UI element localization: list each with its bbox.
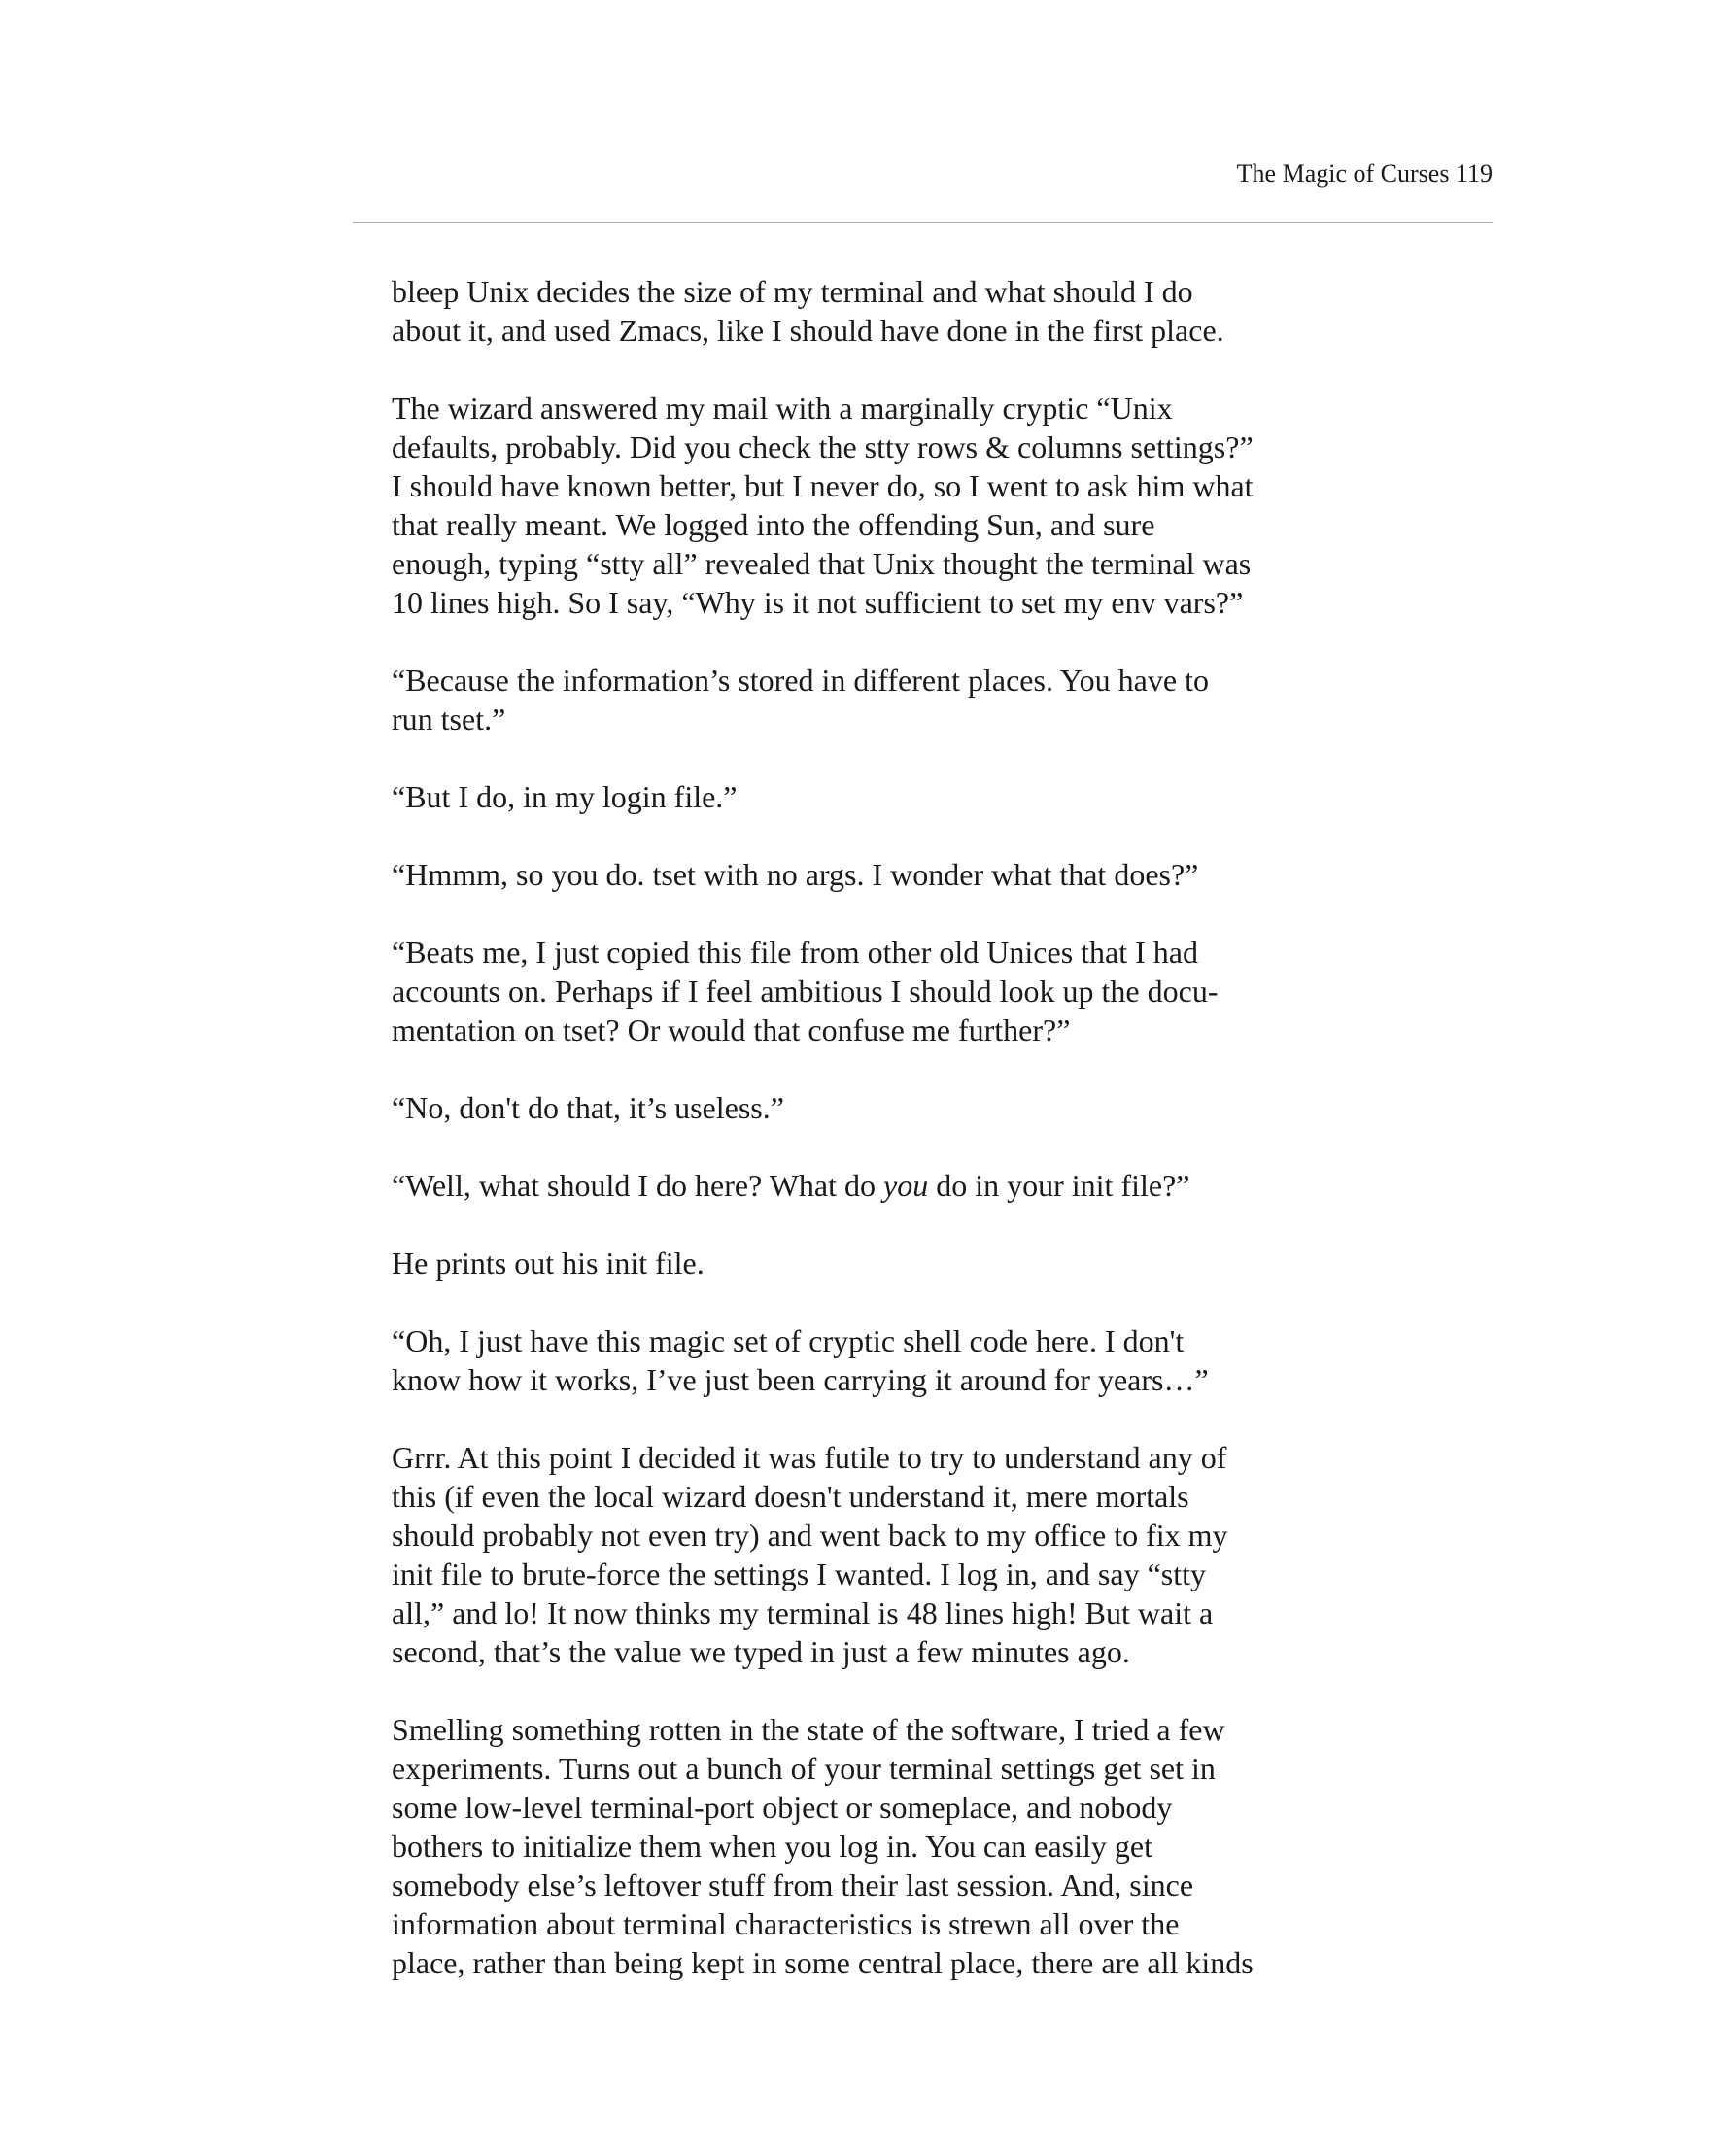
paragraph-2 xyxy=(392,389,1305,622)
text-line: know how it works, I’ve just been carrying it around for years…” xyxy=(392,1362,1209,1397)
text-line: He prints out his init file. xyxy=(392,1246,705,1281)
text-line: “Oh, I just have this magic set of cryptic shell code here. I don't xyxy=(392,1323,1185,1358)
text-line xyxy=(392,1166,1305,1205)
paragraph-4 xyxy=(392,777,1305,816)
text-line: Smelling something rotten in the state of the software, I tried a few xyxy=(392,1712,1225,1747)
text-line: that really meant. We logged into the offending Sun, and sure xyxy=(392,507,1155,542)
header-rule xyxy=(353,222,1493,223)
text-line: should probably not even try) and went back to my office to fix my xyxy=(392,1518,1228,1553)
paragraph-12 xyxy=(392,1710,1305,1982)
text-line: place, rather than being kept in some central place, there are all kinds xyxy=(392,1945,1254,1980)
text-line: 10 lines high. So I say, “Why is it not sufficient to set my env vars?” xyxy=(392,585,1244,620)
text-line: I should have known better, but I never do, so I went to ask him what xyxy=(392,468,1254,503)
text-run: do in your init file?” xyxy=(928,1168,1190,1203)
text-line: “But I do, in my login file.” xyxy=(392,779,738,814)
text-line: “No, don't do that, it’s useless.” xyxy=(392,1090,784,1125)
paragraph-9 xyxy=(392,1244,1305,1283)
text-run: “Well, what should I do here? What do xyxy=(392,1168,884,1203)
running-head: The Magic of Curses 119 xyxy=(1236,159,1493,188)
paragraph-11 xyxy=(392,1438,1305,1671)
text-line: “Beats me, I just copied this file from other old Unices that I had xyxy=(392,935,1198,970)
text-line: experiments. Turns out a bunch of your terminal settings get set in xyxy=(392,1751,1216,1786)
text-line: about it, and used Zmacs, like I should have done in the first place. xyxy=(392,313,1224,348)
text-line: mentation on tset? Or would that confuse me further?” xyxy=(392,1012,1071,1047)
text-line: accounts on. Perhaps if I feel ambitious I should look up the docu- xyxy=(392,974,1219,1009)
text-line: run tset.” xyxy=(392,702,506,736)
text-line: some low-level terminal-port object or someplace, and nobody xyxy=(392,1790,1173,1825)
text-line: The wizard answered my mail with a marginally cryptic “Unix xyxy=(392,391,1173,426)
body-text xyxy=(392,272,1305,1982)
text-line: somebody else’s leftover stuff from their last session. And, since xyxy=(392,1867,1194,1902)
text-line: bleep Unix decides the size of my terminal and what should I do xyxy=(392,274,1193,309)
paragraph-1 xyxy=(392,272,1305,350)
paragraph-3 xyxy=(392,661,1305,738)
paragraph-8 xyxy=(392,1166,1305,1205)
emphasis-text: you xyxy=(883,1168,929,1203)
text-line: enough, typing “stty all” revealed that Unix thought the terminal was xyxy=(392,546,1252,581)
paragraph-6 xyxy=(392,933,1305,1049)
text-line: second, that’s the value we typed in just a few minutes ago. xyxy=(392,1634,1130,1669)
text-line: defaults, probably. Did you check the stty rows & columns settings?” xyxy=(392,429,1254,464)
text-line: “Because the information’s stored in different places. You have to xyxy=(392,663,1209,698)
text-line: information about terminal characteristics is strewn all over the xyxy=(392,1906,1180,1941)
text-line: bothers to initialize them when you log in. You can easily get xyxy=(392,1829,1152,1864)
text-line: this (if even the local wizard doesn't understand it, mere mortals xyxy=(392,1479,1189,1514)
text-line: init file to brute-force the settings I wanted. I log in, and say “stty xyxy=(392,1557,1206,1591)
paragraph-10 xyxy=(392,1321,1305,1399)
text-line: “Hmmm, so you do. tset with no args. I wonder what that does?” xyxy=(392,857,1199,892)
paragraph-5 xyxy=(392,855,1305,894)
paragraph-7 xyxy=(392,1088,1305,1127)
text-line: Grrr. At this point I decided it was futile to try to understand any of xyxy=(392,1440,1227,1475)
text-line: all,” and lo! It now thinks my terminal is 48 lines high! But wait a xyxy=(392,1595,1214,1630)
